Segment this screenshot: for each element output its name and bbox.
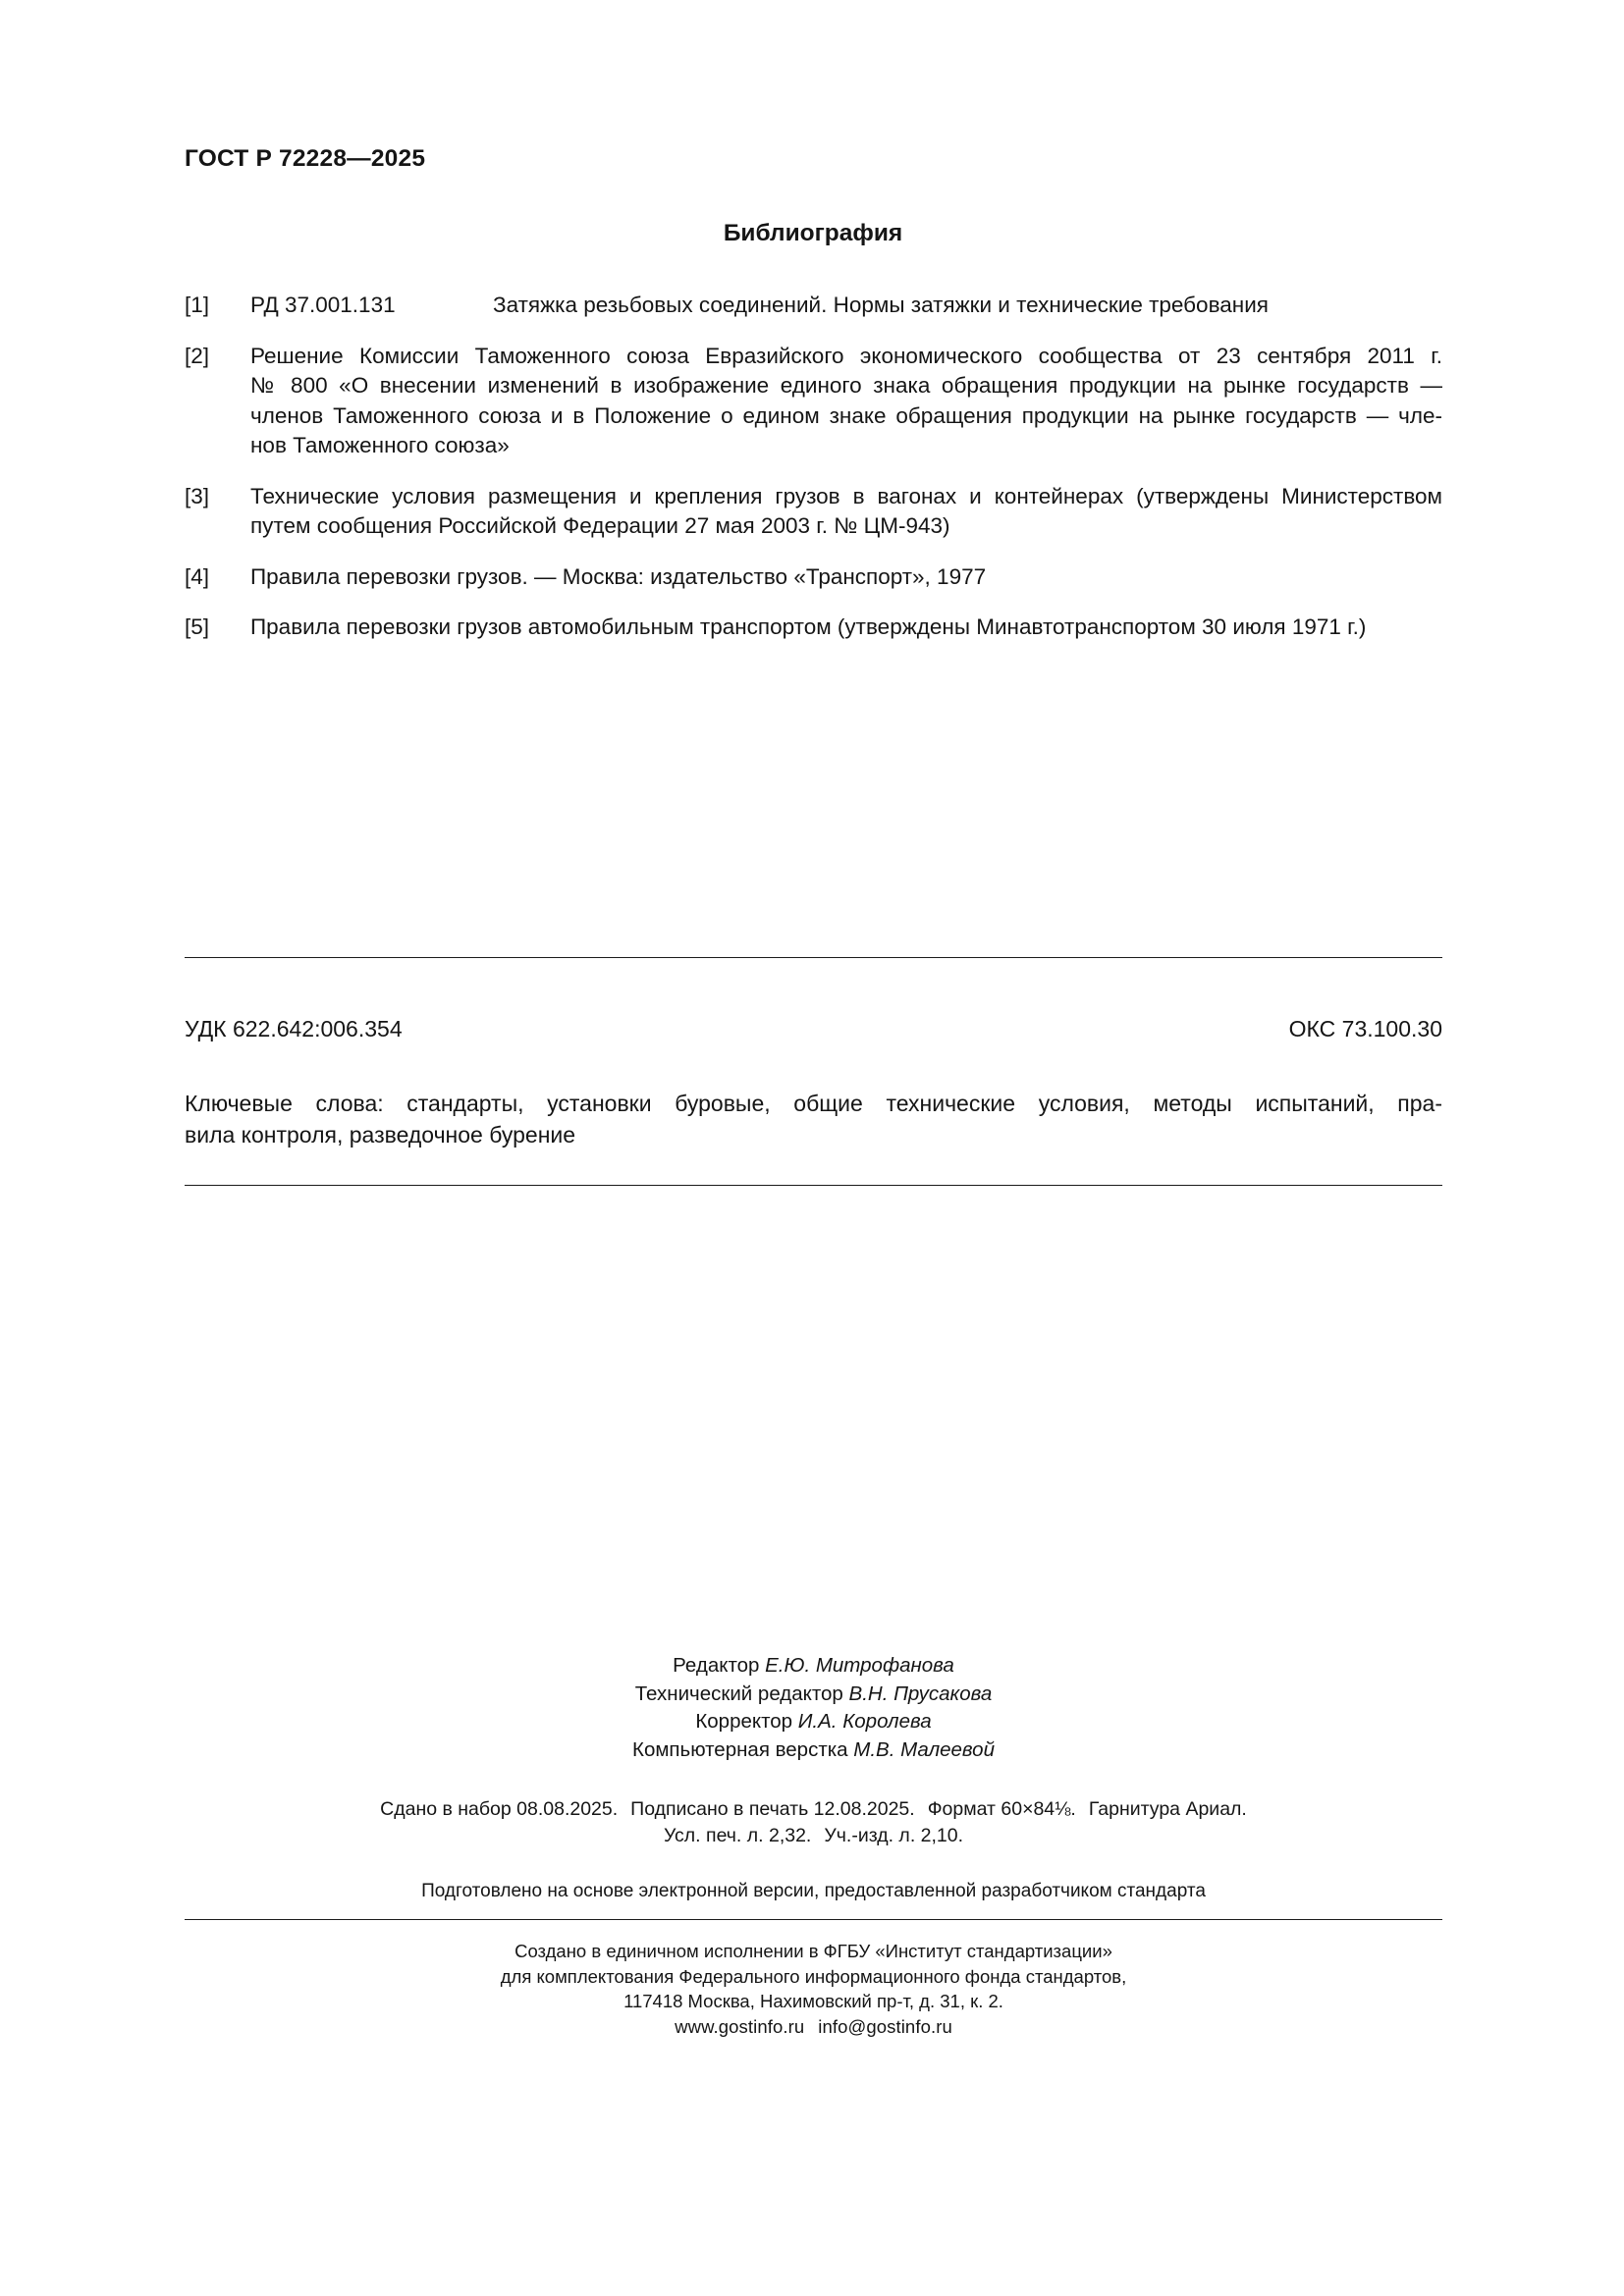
editor-name: Е.Ю. Митрофанова [765,1654,954,1677]
technical-editor-label: Технический редактор [634,1682,843,1705]
bibliography-entry-line: Правила перевозки грузов. — Москва: издательство «Транспорт», 1977 [250,563,987,589]
imprint-signed: Подписано в печать 12.08.2025. [630,1798,915,1820]
bibliography-entry-5 [185,613,1442,643]
bibliography-entry-code: РД 37.001.131 [250,293,396,317]
horizontal-rule-footer [185,1919,1442,1920]
layout-label: Компьютерная верстка [632,1737,848,1761]
layout-name: М.В. Малеевой [853,1737,995,1761]
bibliography-entry-line: путем сообщения Российской Федерации 27 мая 2003 г. № ЦМ-943) [250,513,950,538]
bibliography-entry-body [250,482,1442,542]
bibliography-entry-body [250,613,1442,643]
imprint-printed-sheets: Усл. печ. л. 2,32. [663,1825,812,1846]
publisher-contacts [185,2014,1442,2040]
document-running-header: ГОСТ Р 72228—2025 [185,145,426,172]
prepared-note: Подготовлено на основе электронной версии, предоставленной разработчиком стандарта [421,1881,1206,1901]
keywords-block [185,1088,1442,1150]
technical-editor-name: В.Н. Прусакова [848,1682,993,1705]
bibliography-entry-line: Технические условия размещения и крепления грузов в вагонах и контейнерах (утверждены Министерством [250,483,1442,508]
imprint-publisher-sheets: Уч.-изд. л. 2,10. [824,1825,964,1846]
corrector-name: И.А. Королева [797,1710,932,1733]
bibliography-entry-1 [185,291,1442,321]
imprint-format: Формат 60×84⅛. [927,1798,1076,1820]
bibliography-entry-number: [2] [185,343,210,368]
udk-code: УДК 622.642:006.354 [185,1016,403,1041]
horizontal-rule-top [185,957,1442,958]
publisher-address: 117418 Москва, Нахимовский пр-т, д. 31, к. 2. [623,1991,1003,2011]
editor-line [185,1652,1442,1681]
editor-label: Редактор [673,1654,760,1677]
bibliography-entry-2 [185,342,1442,461]
oks-code: ОКС 73.100.30 [1288,1016,1442,1041]
bibliography-entry-text: Затяжка резьбовых соединений. Нормы затяжки и технические требования [493,293,1269,317]
bibliography-entry-4 [185,562,1442,593]
technical-editor-line [185,1681,1442,1709]
bibliography-entry-number: [3] [185,483,210,508]
bibliography-entry-line: Правила перевозки грузов автомобильным транспортом (утверждены Минавтотранспортом 30 июля 1971 г.) [250,614,1367,639]
imprint-typeface: Гарнитура Ариал. [1088,1798,1247,1820]
bibliography-entry-number: [4] [185,563,210,589]
imprint-line-1 [185,1796,1442,1823]
keywords-line: вила контроля, разведочное бурение [185,1122,576,1148]
horizontal-rule-bottom [185,1185,1442,1186]
imprint-line-2 [185,1823,1442,1849]
publisher-line-2: для комплектования Федерального информационного фонда стандартов, [500,1965,1127,1987]
bibliography-entry-body [250,342,1442,461]
keywords-line: Ключевые слова: стандарты, установки буровые, общие технические условия, методы испытаний, пра- [185,1091,1442,1116]
publisher-email-link[interactable]: info@gostinfo.ru [818,2015,952,2037]
bibliography-entry-line: членов Таможенного союза и в Положение о едином знаке обращения продукции на рынке государств — чле- [250,402,1442,428]
publisher-website-link[interactable]: www.gostinfo.ru [675,2015,805,2037]
publisher-block [185,1939,1442,2039]
layout-line [185,1736,1442,1765]
bibliography-entry-line: № 800 «О внесении изменений в изображение единого знака обращения продукции на рынке государств — [250,373,1442,398]
bibliography-list [185,291,1442,664]
bibliography-entry-body [250,562,1442,593]
bibliography-entry-line: нов Таможенного союза» [250,433,510,457]
imprint-submitted: Сдано в набор 08.08.2025. [380,1798,619,1820]
bibliography-entry-3 [185,482,1442,542]
bibliography-entry-body [250,291,1442,321]
editorial-staff-block [185,1652,1442,1764]
imprint-block [185,1796,1442,1849]
bibliography-entry-number: [5] [185,614,210,639]
corrector-label: Корректор [695,1710,793,1733]
section-title-bibliography: Библиография [723,220,903,246]
classification-codes-row [185,1016,1442,1042]
corrector-line [185,1708,1442,1736]
bibliography-entry-number: [1] [185,293,210,317]
bibliography-entry-line: Решение Комиссии Таможенного союза Евразийского экономического сообщества от 23 сентября 2011 г. [250,343,1442,368]
publisher-line-1: Создано в единичном исполнении в ФГБУ «Институт стандартизации» [514,1941,1112,1961]
